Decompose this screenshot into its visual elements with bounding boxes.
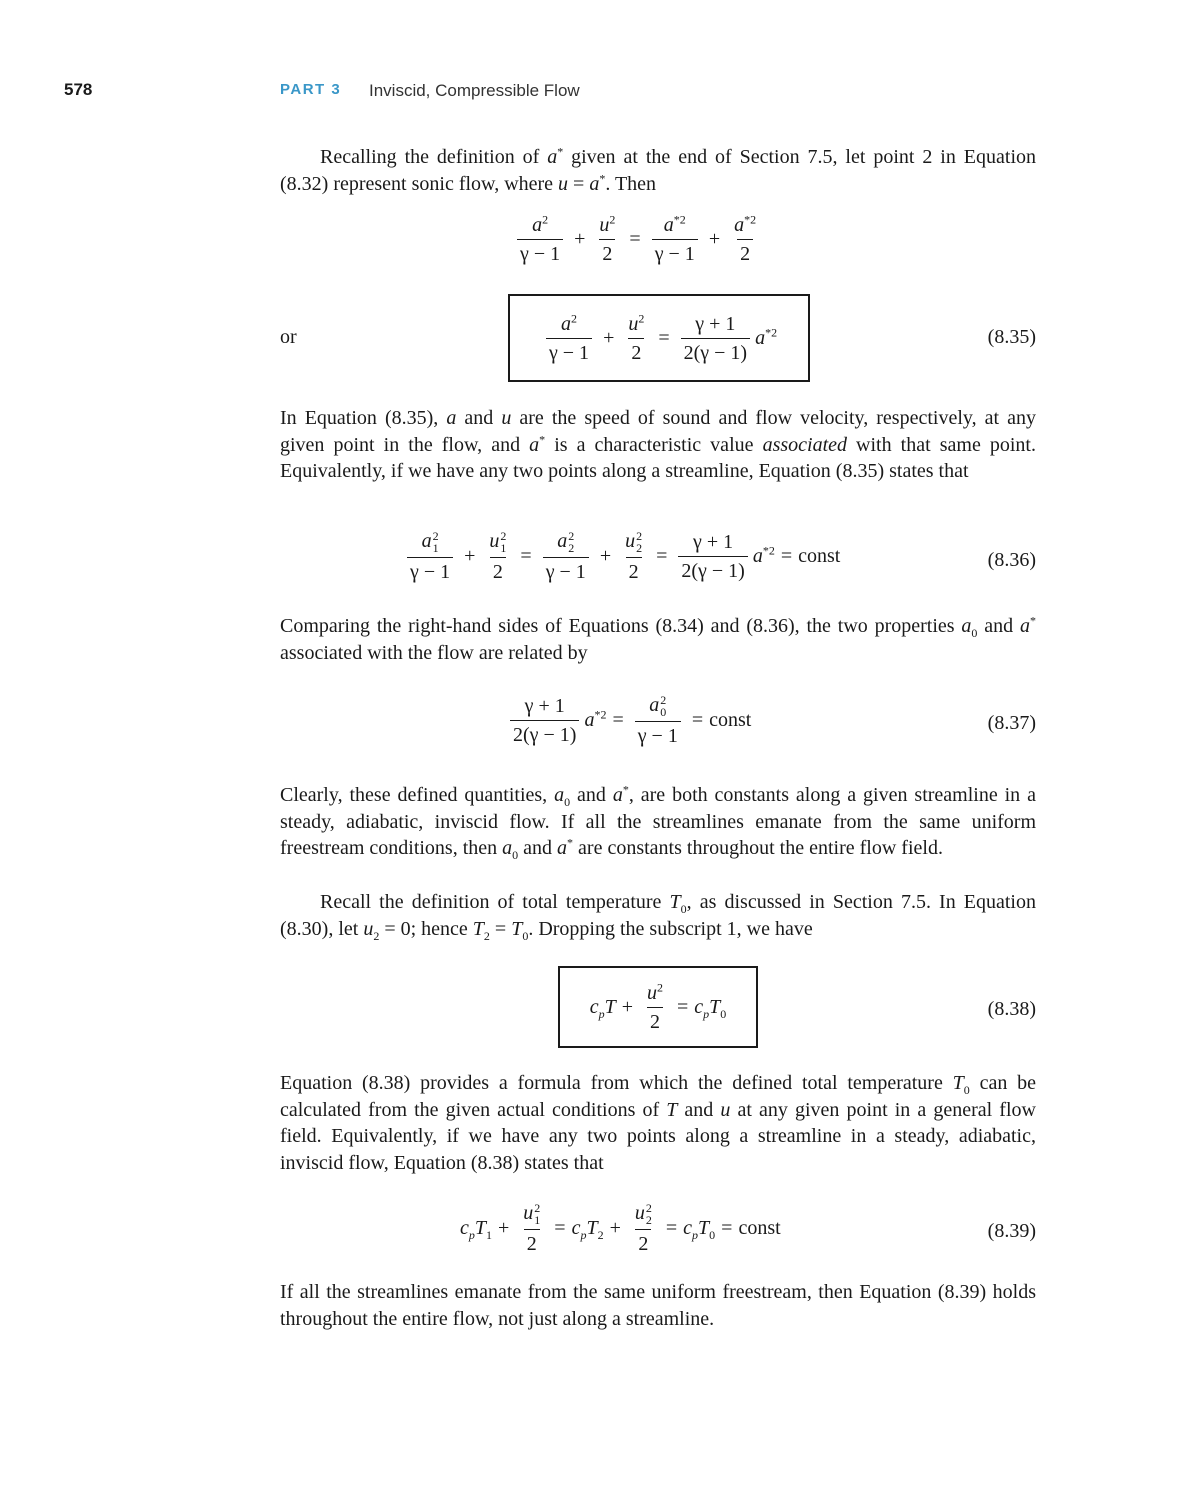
equation-number-8-37: (8.37) — [987, 712, 1036, 734]
paragraph-5: Recall the definition of total temperature $T_0$, as discussed in Section 7.5. In Equation (8.30), let $u_2 = 0$; hence $T_2 = T_0$. Dropping the subscript 1, we have — [280, 891, 1036, 943]
paragraph-2: In Equation (8.35), a and u are the speed of sound and flow velocity, respectively, at any given point in the flow, and a* is a characteristic value associated with that same point. Equivalently, if we have any two points along a streamline, Equation (8.35) states that — [280, 407, 1036, 483]
page-number: 578 — [64, 80, 93, 99]
equation-number-8-38: (8.38) — [987, 998, 1036, 1020]
equation-8-37: $\frac{\gamma + 1}{2(\gamma - 1)}$ $a^{*2}$ = a 2 0 γ − 1 = const — [505, 694, 751, 747]
equation-number-8-39: (8.39) — [987, 1220, 1036, 1242]
paragraph-7: If all the streamlines emanate from the same uniform freestream, then Equation (8.39) holds throughout the entire flow, not just along a streamline. — [280, 1281, 1036, 1330]
equation-8-35-box: $\frac{a^2}{\gamma - 1}$ + $\frac{u^2}{2}$ = $\frac{\gamma + 1}{2(\gamma - 1)}$ $a^{*2}$ — [508, 294, 810, 382]
paragraph-4: Clearly, these defined quantities, $a_0$ and a*, are both constants along a given streamline in a steady, adiabatic, inviscid flow. If all the streamlines emanate from the same uniform freestream conditions, then $a_0$ and a* are constants throughout the entire flow field. — [280, 782, 1036, 863]
paragraph-1: Recalling the definition of a* given at the end of Section 7.5, let point 2 in Equation (8.32) represent sonic flow, where u = a*. Then — [280, 144, 1036, 195]
paragraph-3: Comparing the right-hand sides of Equations (8.34) and (8.36), the two properties $a_0$ and a* associated with the flow are related by — [280, 613, 1036, 664]
equation-8-38-box: $c_pT$ + $\frac{u^2}{2}$ = $c_pT_0$ — [558, 966, 758, 1048]
equation-sonic: $\frac{a^2}{\gamma - 1}$ + $\frac{u^2}{2}$ = $\frac{a^{*2}}{\gamma - 1}$ + $\frac{a^{*2}}{2}$ — [512, 214, 764, 265]
equation-8-36: a 2 1 γ − 1 + u 2 1 2 = a 2 2 γ − 1 + u 2 2 2 = $\frac{\gamma + 1}{2(\gamma - 1)}$ $a^{*2}$ = const — [402, 530, 840, 583]
paragraph-6: Equation (8.38) provides a formula from which the defined total temperature $T_0$ can be calculated from the given actual conditions of T and u at any given point in a general flow field. Equivalently, if we have any two points along a streamline in a steady, adiabatic, inviscid flow, Equation (8.38) states that — [280, 1072, 1037, 1175]
equation-number-8-35: (8.35) — [987, 326, 1036, 348]
part-label: PART 3 — [280, 81, 342, 98]
equation-number-8-36: (8.36) — [987, 549, 1036, 571]
part-title: Inviscid, Compressible Flow — [369, 81, 580, 100]
or-label: or — [280, 326, 297, 348]
equation-8-39: $c_pT_1$ + u 2 1 2 = $c_pT_2$ + u 2 2 2 = $c_pT_0$ = const — [460, 1201, 781, 1256]
